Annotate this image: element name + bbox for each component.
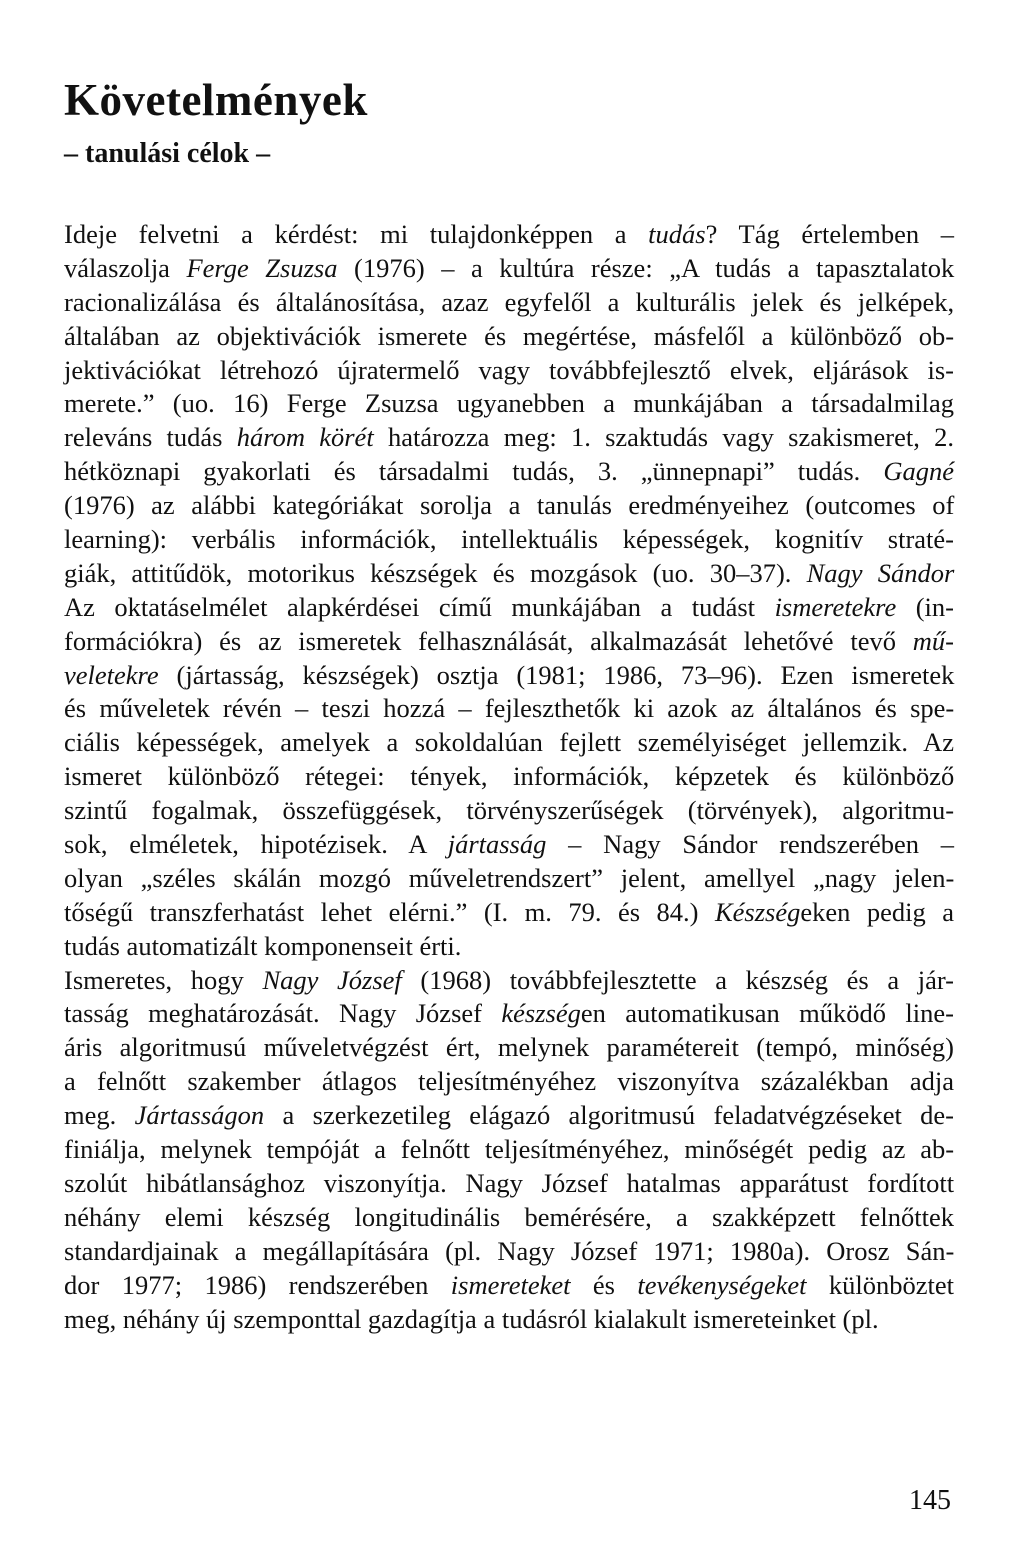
text-line: [64, 964, 954, 998]
text-run: releváns tudás: [64, 422, 237, 453]
text-run: válaszolja: [64, 252, 187, 283]
text-run: tudás automatizált komponenseit érti.: [64, 930, 462, 961]
text-line: [64, 1167, 954, 1201]
text-line: [64, 760, 954, 794]
text-line: [64, 421, 954, 455]
text-run: áris algoritmusú műveletvégzést ért, melynek paramétereit (tempó, minőség): [64, 1032, 954, 1063]
text-line: [64, 1065, 954, 1099]
text-line: [64, 1099, 954, 1133]
text-line: [64, 523, 954, 557]
text-run: határozza meg: 1. szaktudás vagy szakismeret, 2.: [373, 422, 954, 453]
text-run: en automatikusan működő line-: [580, 998, 954, 1029]
text-run: tőségű transzferhatást lehet elérni.” (I. m. 79. és 84.): [64, 896, 715, 927]
text-line: [64, 896, 954, 930]
italic-run: tevékenységeket: [637, 1269, 807, 1300]
text-line: [64, 862, 954, 896]
text-run: merete.” (uo. 16) Ferge Zsuzsa ugyanebben a munkájában a társadalmilag: [64, 388, 954, 419]
italic-run: Nagy Sándor: [806, 557, 955, 588]
italic-run: jártasság: [447, 829, 547, 860]
text-line: [64, 489, 954, 523]
text-line: [64, 252, 954, 286]
text-line: [64, 218, 954, 252]
page-subtitle: – tanulási célok –: [64, 138, 271, 169]
text-run: ismeret különböző rétegei: tények, információk, képzetek és különböző: [64, 761, 955, 792]
text-run: (1968) továbbfejlesztette a készség és a jár-: [401, 964, 954, 995]
text-run: hétköznapi gyakorlati és társadalmi tudás, 3. „ünnepnapi” tudás.: [64, 456, 884, 487]
text-line: [64, 794, 954, 828]
text-run: jektivációkat létrehozó újratermelő vagy továbbfejlesztő elvek, eljárások is-: [64, 354, 954, 385]
italic-run: készség: [501, 998, 581, 1029]
text-run: Az oktatáselmélet alapkérdései című munkájában a tudást: [64, 591, 775, 622]
text-run: – Nagy Sándor rendszerében –: [546, 829, 955, 860]
text-line: [64, 625, 954, 659]
text-run: ciális képességek, amelyek a sokoldalúan fejlett személyiséget jellemzik. Az: [64, 727, 954, 758]
italic-run: tudás: [648, 219, 706, 249]
text-run: formációkra) és az ismeretek felhasználását, alkalmazását lehetővé tevő: [64, 625, 913, 656]
text-line: [64, 1303, 954, 1337]
text-run: finiálja, melynek tempóját a felnőtt teljesítményéhez, minőségét pedig az ab-: [64, 1134, 955, 1165]
text-run: dor 1977; 1986) rendszerében: [64, 1269, 451, 1300]
text-run: szolút hibátlansághoz viszonyítja. Nagy József hatalmas apparátust fordított: [64, 1167, 955, 1198]
text-line: [64, 997, 954, 1031]
text-line: [64, 930, 954, 964]
italic-run: ismereteket: [450, 1269, 571, 1300]
text-run: meg.: [64, 1100, 135, 1131]
text-line: [64, 1201, 954, 1235]
body-text: [64, 218, 954, 1336]
text-line: [64, 828, 954, 862]
text-run: tasság meghatározását. Nagy József: [64, 998, 502, 1029]
italic-run: ismeretekre: [774, 591, 897, 622]
italic-run: Nagy József: [262, 964, 402, 995]
text-line: [64, 320, 954, 354]
text-run: Ismeretes, hogy: [64, 964, 263, 995]
text-line: [64, 1269, 954, 1303]
text-run: sok, elméletek, hipotézisek. A: [64, 829, 448, 860]
paragraph: [64, 218, 954, 964]
text-run: eken pedig a: [800, 896, 954, 927]
page-title: Követelmények: [64, 75, 368, 125]
text-run: learning): verbális információk, intellektuális képességek, kognitív straté-: [64, 524, 954, 555]
text-run: néhány elemi készség longitudinális bemérésére, a szakképzett felnőttek: [64, 1201, 954, 1232]
italic-run: Ferge Zsuzsa: [186, 252, 338, 283]
text-run: standardjainak a megállapítására (pl. Nagy József 1971; 1980a). Orosz Sán-: [64, 1235, 955, 1266]
italic-run: Készség: [714, 896, 801, 927]
text-run: olyan „széles skálán mozgó műveletrendszert” jelent, amellyel „nagy jelen-: [64, 862, 955, 893]
text-run: meg, néhány új szemponttal gazdagítja a tudásról kialakult ismereteinket (pl.: [64, 1303, 879, 1334]
text-run: (jártasság, készségek) osztja (1981; 1986, 73–96). Ezen ismeretek: [158, 659, 955, 690]
text-line: [64, 1133, 954, 1167]
text-line: [64, 354, 954, 388]
text-run: és műveletek révén – teszi hozzá – fejleszthetők ki azok az általános és spe-: [64, 693, 955, 724]
text-run: (1976) az alábbi kategóriákat sorolja a tanulás eredményeihez (outcomes of: [64, 490, 955, 521]
text-run: (in-: [896, 591, 954, 622]
text-run: Ideje felvetni a kérdést: mi tulajdonképpen a: [64, 219, 649, 249]
text-run: (1976) – a kultúra része: „A tudás a tapasztalatok: [337, 252, 955, 283]
text-run: a felnőtt szakember átlagos teljesítményéhez viszonyítva százalékban adja: [64, 1066, 955, 1097]
text-run: a szerkezetileg elágazó algoritmusú feladatvégzéseket de-: [264, 1100, 955, 1131]
text-line: [64, 591, 954, 625]
italic-run: veletekre: [64, 659, 159, 690]
text-line: [64, 692, 954, 726]
text-run: racionalizálása és általánosítása, azaz egyfelől a kulturális jelek és jelképek,: [64, 286, 955, 317]
text-line: [64, 387, 954, 421]
italic-run: mű-: [912, 625, 954, 656]
text-run: giák, attitűdök, motorikus készségek és mozgások (uo. 30–37).: [64, 557, 807, 588]
italic-run: három körét: [236, 422, 374, 453]
text-run: különböztet: [806, 1269, 954, 1300]
text-run: általában az objektivációk ismerete és megértése, másfelől a különböző ob-: [64, 320, 955, 351]
text-line: [64, 726, 954, 760]
text-run: ? Tág értelemben –: [705, 219, 954, 249]
text-line: [64, 1031, 954, 1065]
text-run: szintű fogalmak, összefüggések, törvényszerűségek (törvények), algoritmu-: [64, 795, 955, 826]
text-line: [64, 286, 954, 320]
text-line: [64, 659, 954, 693]
text-line: [64, 557, 954, 591]
page-number: 145: [909, 1485, 951, 1516]
text-line: [64, 455, 954, 489]
text-run: és: [570, 1269, 638, 1300]
italic-run: Gagné: [883, 456, 954, 487]
text-line: [64, 1235, 954, 1269]
italic-run: Jártasságon: [134, 1100, 265, 1131]
paragraph: [64, 964, 954, 1337]
